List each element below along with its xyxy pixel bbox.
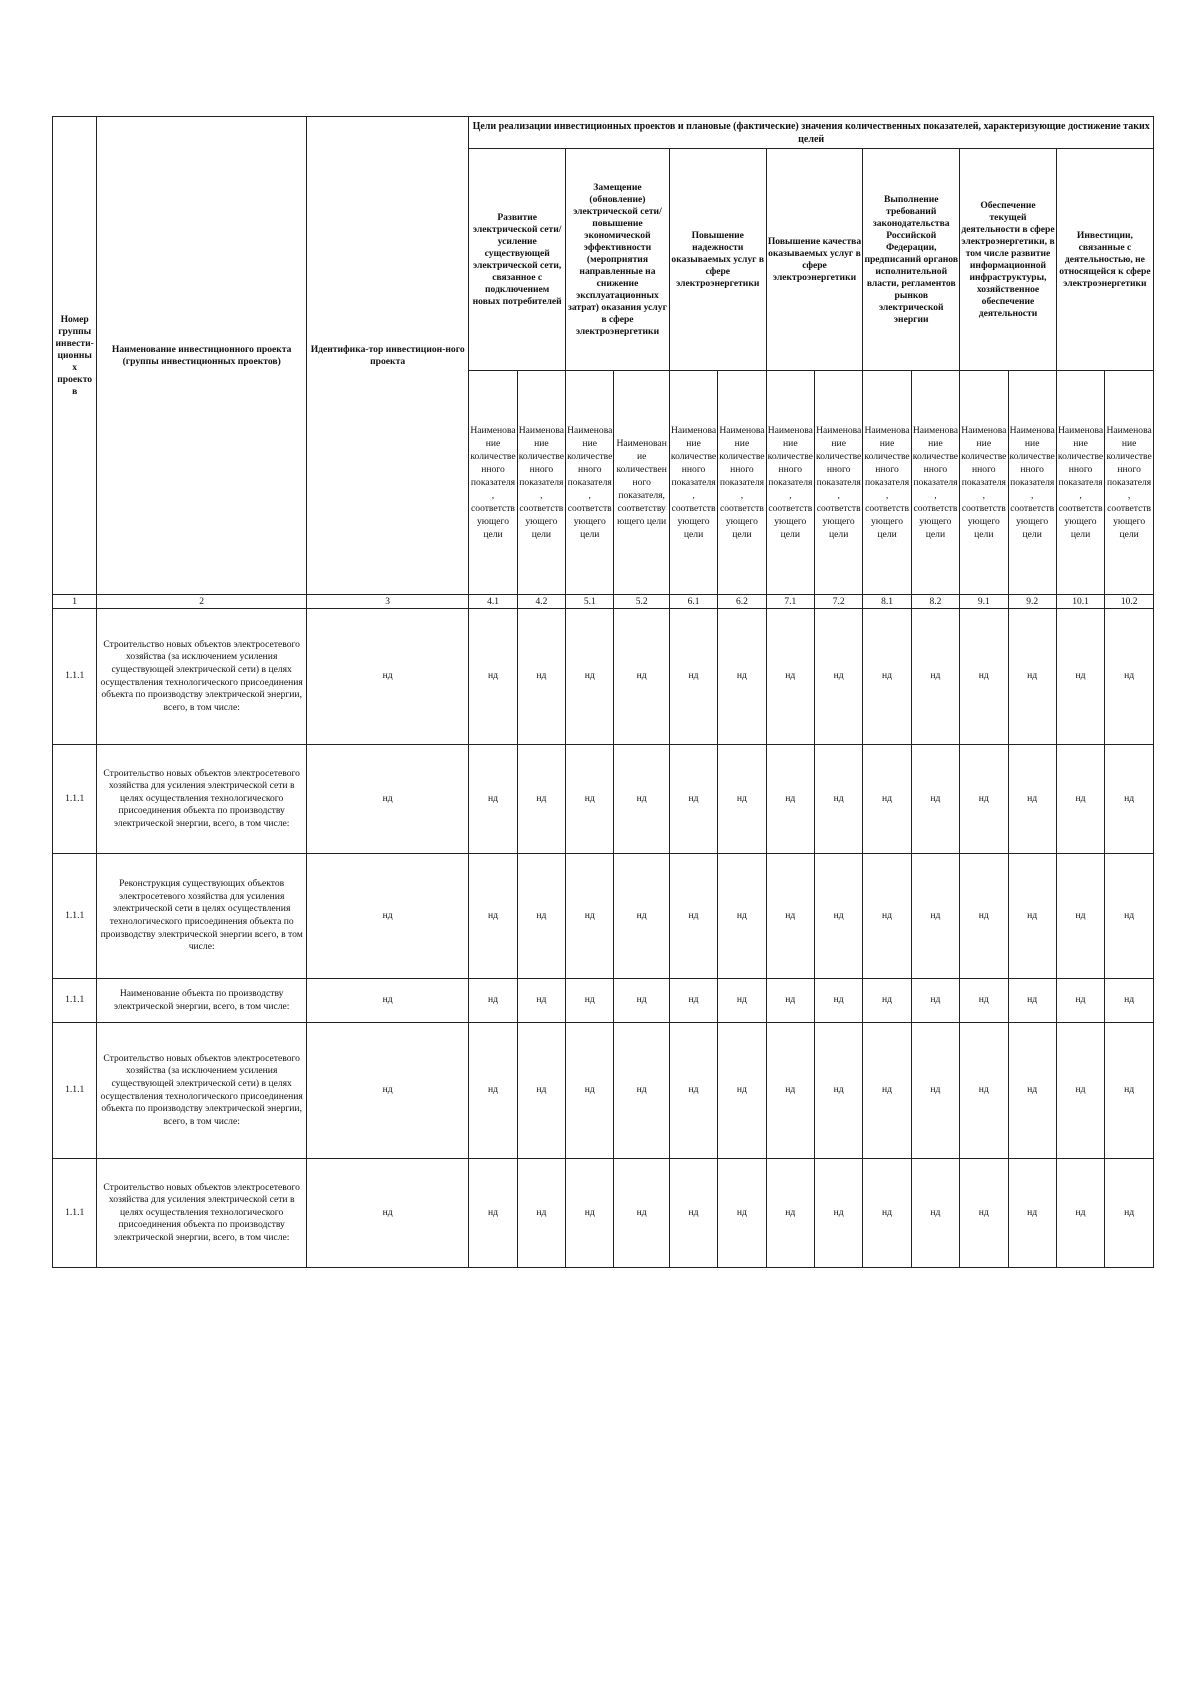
indicator-value-cell: нд [469,1023,517,1159]
indicator-value-cell: нд [911,979,959,1023]
indicator-name-header: Наименование количественного показателя, соответствующего цели [960,371,1008,595]
table-row [53,1023,1154,1159]
column-number: 9.1 [960,595,1008,609]
indicator-value-cell: нд [469,1159,517,1268]
indicator-value-cell: нд [718,609,766,745]
indicator-value-cell: нд [960,1023,1008,1159]
goal-header-10: Инвестиции, связанные с деятельностью, не относящейся к сфере электроэнергетики [1056,149,1153,371]
indicator-value-cell: нд [766,745,814,854]
indicator-name-header: Наименование количественного показателя, соответствующего цели [718,371,766,595]
indicator-name-header: Наименование количественного показателя, соответствующего цели [815,371,863,595]
indicator-value-cell: нд [1105,979,1154,1023]
column-number: 7.2 [815,595,863,609]
indicator-value-cell: нд [1008,1159,1056,1268]
indicator-name-header: Наименование количественного показателя, соответствующего цели [911,371,959,595]
column-number: 9.2 [1008,595,1056,609]
table-row [53,854,1154,979]
indicator-value-cell: нд [669,1159,717,1268]
indicator-value-cell: нд [517,745,565,854]
indicator-value-cell: нд [815,1159,863,1268]
indicator-value-cell: нд [469,609,517,745]
table-row [53,979,1154,1023]
indicator-value-cell: нд [960,854,1008,979]
column-number: 4.1 [469,595,517,609]
indicator-value-cell: нд [960,609,1008,745]
goal-header-9: Обеспечение текущей деятельности в сфере электроэнергетики, в том числе развитие информационной инфраструктуры, хозяйственное обеспечение деятельности [960,149,1057,371]
indicator-value-cell: нд [669,854,717,979]
column-number: 10.2 [1105,595,1154,609]
indicator-value-cell: нд [469,745,517,854]
indicator-value-cell: нд [614,1159,669,1268]
group-number-cell: 1.1.1 [53,1023,97,1159]
indicator-value-cell: нд [911,1023,959,1159]
project-name-cell: Строительство новых объектов электросетевого хозяйства для усиления электрической сети в целях осуществления технологического присоединения объекта по производству электрической энергии, всего, в том числе: [97,1159,307,1268]
table-row [53,1159,1154,1268]
indicator-value-cell: нд [718,745,766,854]
project-name-cell: Строительство новых объектов электросетевого хозяйства для усиления электрической сети в целях осуществления технологического присоединения объекта по производству электрической энергии, всего, в том числе: [97,745,307,854]
indicator-value-cell: нд [566,609,614,745]
indicator-value-cell: нд [1008,745,1056,854]
indicator-value-cell: нд [766,854,814,979]
project-id-cell: нд [307,1159,469,1268]
group-number-cell: 1.1.1 [53,609,97,745]
indicator-value-cell: нд [863,1023,911,1159]
project-id-cell: нд [307,979,469,1023]
indicator-value-cell: нд [614,1023,669,1159]
indicator-value-cell: нд [614,979,669,1023]
indicator-value-cell: нд [517,1023,565,1159]
indicator-value-cell: нд [863,745,911,854]
project-name-cell: Строительство новых объектов электросетевого хозяйства (за исключением усиления существующей электрической сети) в целях осуществления технологического присоединения объекта по производству электрической энергии, всего, в том числе: [97,609,307,745]
indicator-value-cell: нд [1008,854,1056,979]
indicator-name-header: Наименование количественного показателя, соответствующего цели [517,371,565,595]
indicator-value-cell: нд [517,979,565,1023]
indicator-value-cell: нд [1008,1023,1056,1159]
group-number-cell: 1.1.1 [53,745,97,854]
indicator-value-cell: нд [815,609,863,745]
goal-header-8: Выполнение требований законодательства Российской Федерации, предписаний органов исполнительной власти, регламентов рынков электрической энергии [863,149,960,371]
column-number: 5.2 [614,595,669,609]
indicator-value-cell: нд [566,1023,614,1159]
indicator-name-header: Наименование количественного показателя, соответствующего цели [1008,371,1056,595]
indicator-value-cell: нд [1105,745,1154,854]
indicator-value-cell: нд [766,979,814,1023]
indicator-value-cell: нд [1056,979,1104,1023]
indicator-value-cell: нд [669,979,717,1023]
goal-header-6: Повышение надежности оказываемых услуг в сфере электроэнергетики [669,149,766,371]
indicator-value-cell: нд [566,979,614,1023]
indicator-value-cell: нд [469,979,517,1023]
project-id-cell: нд [307,609,469,745]
indicator-value-cell: нд [911,745,959,854]
col-project-id-header: Идентифика-тор инвестицион-ного проекта [307,117,469,595]
goal-header-4: Развитие электрической сети/усиление существующей электрической сети, связанное с подключением новых потребителей [469,149,566,371]
indicator-value-cell: нд [1105,1023,1154,1159]
indicator-value-cell: нд [815,745,863,854]
column-number: 4.2 [517,595,565,609]
indicator-value-cell: нд [669,609,717,745]
indicator-value-cell: нд [960,745,1008,854]
column-number: 6.1 [669,595,717,609]
project-id-cell: нд [307,1023,469,1159]
column-number: 10.1 [1056,595,1104,609]
column-number: 3 [307,595,469,609]
indicator-name-header: Наименование количественного показателя, соответствующего цели [863,371,911,595]
column-number: 6.2 [718,595,766,609]
indicator-value-cell: нд [863,979,911,1023]
indicator-value-cell: нд [911,854,959,979]
col-group-number-header: Номер группы инвести-ционны х проекто в [53,117,97,595]
indicator-value-cell: нд [614,609,669,745]
indicator-value-cell: нд [566,854,614,979]
indicator-name-header: Наименование количественного показателя, соответствующего цели [1056,371,1104,595]
indicator-value-cell: нд [718,979,766,1023]
column-number: 1 [53,595,97,609]
group-number-cell: 1.1.1 [53,1159,97,1268]
column-number: 8.2 [911,595,959,609]
indicator-value-cell: нд [517,609,565,745]
col-project-name-header: Наименование инвестиционного проекта (группы инвестиционных проектов) [97,117,307,595]
indicator-value-cell: нд [566,1159,614,1268]
project-id-cell: нд [307,854,469,979]
indicator-name-header: Наименование количественного показателя, соответствующего цели [766,371,814,595]
column-number: 8.1 [863,595,911,609]
goal-header-5: Замещение (обновление) электрической сети/повышение экономической эффективности (мероприятия направленные на снижение эксплуатационных затрат) оказания услуг в сфере электроэнергетики [566,149,670,371]
indicator-value-cell: нд [669,745,717,854]
indicator-value-cell: нд [766,609,814,745]
indicator-value-cell: нд [1105,609,1154,745]
column-numbers-row [53,595,1154,609]
group-number-cell: 1.1.1 [53,979,97,1023]
indicator-value-cell: нд [614,745,669,854]
column-number: 7.1 [766,595,814,609]
indicator-value-cell: нд [766,1159,814,1268]
project-name-cell: Строительство новых объектов электросетевого хозяйства (за исключением усиления существующей электрической сети) в целях осуществления технологического присоединения объекта по производству электрической энергии, всего, в том числе: [97,1023,307,1159]
column-number: 2 [97,595,307,609]
indicator-value-cell: нд [911,609,959,745]
indicator-value-cell: нд [863,1159,911,1268]
indicator-value-cell: нд [669,1023,717,1159]
indicator-value-cell: нд [469,854,517,979]
indicator-value-cell: нд [766,1023,814,1159]
goals-title-header: Цели реализации инвестиционных проектов и плановые (фактические) значения количественных показателей, характеризующие достижение таких целей [469,117,1154,149]
indicator-value-cell: нд [815,979,863,1023]
indicator-value-cell: нд [517,854,565,979]
indicator-value-cell: нд [1056,854,1104,979]
group-number-cell: 1.1.1 [53,854,97,979]
indicator-value-cell: нд [718,854,766,979]
indicator-value-cell: нд [863,609,911,745]
indicator-value-cell: нд [863,854,911,979]
indicator-value-cell: нд [1056,1023,1104,1159]
indicator-value-cell: нд [718,1159,766,1268]
project-id-cell: нд [307,745,469,854]
indicator-value-cell: нд [815,854,863,979]
indicator-value-cell: нд [1008,609,1056,745]
indicator-value-cell: нд [815,1023,863,1159]
indicator-value-cell: нд [911,1159,959,1268]
project-name-cell: Наименование объекта по производству электрической энергии, всего, в том числе: [97,979,307,1023]
indicator-value-cell: нд [960,979,1008,1023]
goal-header-7: Повышение качества оказываемых услуг в сфере электроэнергетики [766,149,863,371]
indicator-value-cell: нд [1056,745,1104,854]
indicator-name-header: Наименование количественного показателя, соответствующего цели [566,371,614,595]
indicator-name-header: Наименование количественного показателя, соответствующего цели [669,371,717,595]
indicator-value-cell: нд [1008,979,1056,1023]
indicator-value-cell: нд [1056,1159,1104,1268]
indicator-value-cell: нд [1056,609,1104,745]
column-number: 5.1 [566,595,614,609]
indicator-value-cell: нд [566,745,614,854]
indicator-value-cell: нд [517,1159,565,1268]
investment-goals-table [52,116,1154,1268]
indicator-value-cell: нд [1105,1159,1154,1268]
project-name-cell: Реконструкция существующих объектов электросетевого хозяйства для усиления электрической сети в целях осуществления технологического присоединения объекта по производству электрической энергии всего, в том числе: [97,854,307,979]
indicator-value-cell: нд [1105,854,1154,979]
table-row [53,745,1154,854]
indicator-name-header: Наименование количественного показателя, соответствующего цели [469,371,517,595]
table-row [53,609,1154,745]
indicator-value-cell: нд [614,854,669,979]
indicator-name-header: Наименование количественного показателя, соответствующего цели [614,371,669,595]
indicator-name-header: Наименование количественного показателя, соответствующего цели [1105,371,1154,595]
indicator-value-cell: нд [718,1023,766,1159]
indicator-value-cell: нд [960,1159,1008,1268]
